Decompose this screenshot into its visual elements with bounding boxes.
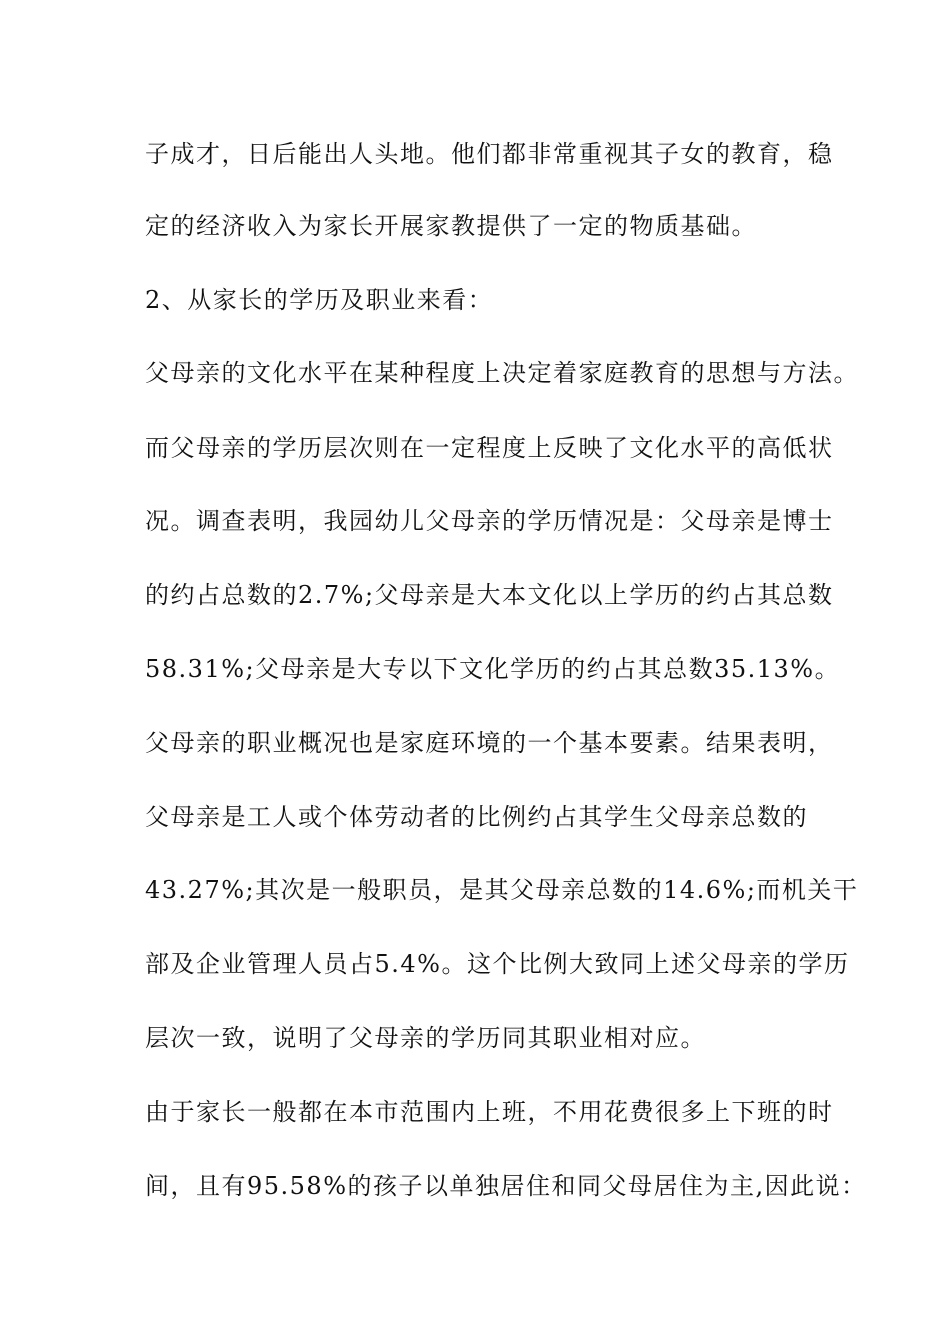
text-line: 58.31%;父母亲是大专以下文化学历的约占其总数35.13%。 <box>145 655 841 683</box>
text-line: 子成才，日后能出人头地。他们都非常重视其子女的教育，稳 <box>145 140 834 168</box>
section-heading: 2、从家长的学历及职业来看： <box>145 286 494 314</box>
text-line: 况。调查表明，我园幼儿父母亲的学历情况是：父母亲是博士 <box>145 507 834 535</box>
text-line: 43.27%;其次是一般职员，是其父母亲总数的14.6%;而机关干 <box>145 876 859 904</box>
text-line: 部及企业管理人员占5.4%。这个比例大致同上述父母亲的学历 <box>145 950 850 978</box>
text-line: 父母亲的文化水平在某种程度上决定着家庭教育的思想与方法。 <box>145 359 859 387</box>
text-line: 父母亲的职业概况也是家庭环境的一个基本要素。结果表明， <box>145 729 834 757</box>
text-line: 间，且有95.58%的孩子以单独居住和同父母居住为主,因此说： <box>145 1172 867 1200</box>
text-line: 由于家长一般都在本市范围内上班，不用花费很多上下班的时 <box>145 1098 834 1126</box>
text-line: 层次一致，说明了父母亲的学历同其职业相对应。 <box>145 1024 706 1052</box>
text-line: 的约占总数的2.7%;父母亲是大本文化以上学历的约占其总数 <box>145 581 834 609</box>
text-line: 定的经济收入为家长开展家教提供了一定的物质基础。 <box>145 212 757 240</box>
text-line: 父母亲是工人或个体劳动者的比例约占其学生父母亲总数的 <box>145 803 808 831</box>
text-line: 而父母亲的学历层次则在一定程度上反映了文化水平的高低状 <box>145 434 834 462</box>
